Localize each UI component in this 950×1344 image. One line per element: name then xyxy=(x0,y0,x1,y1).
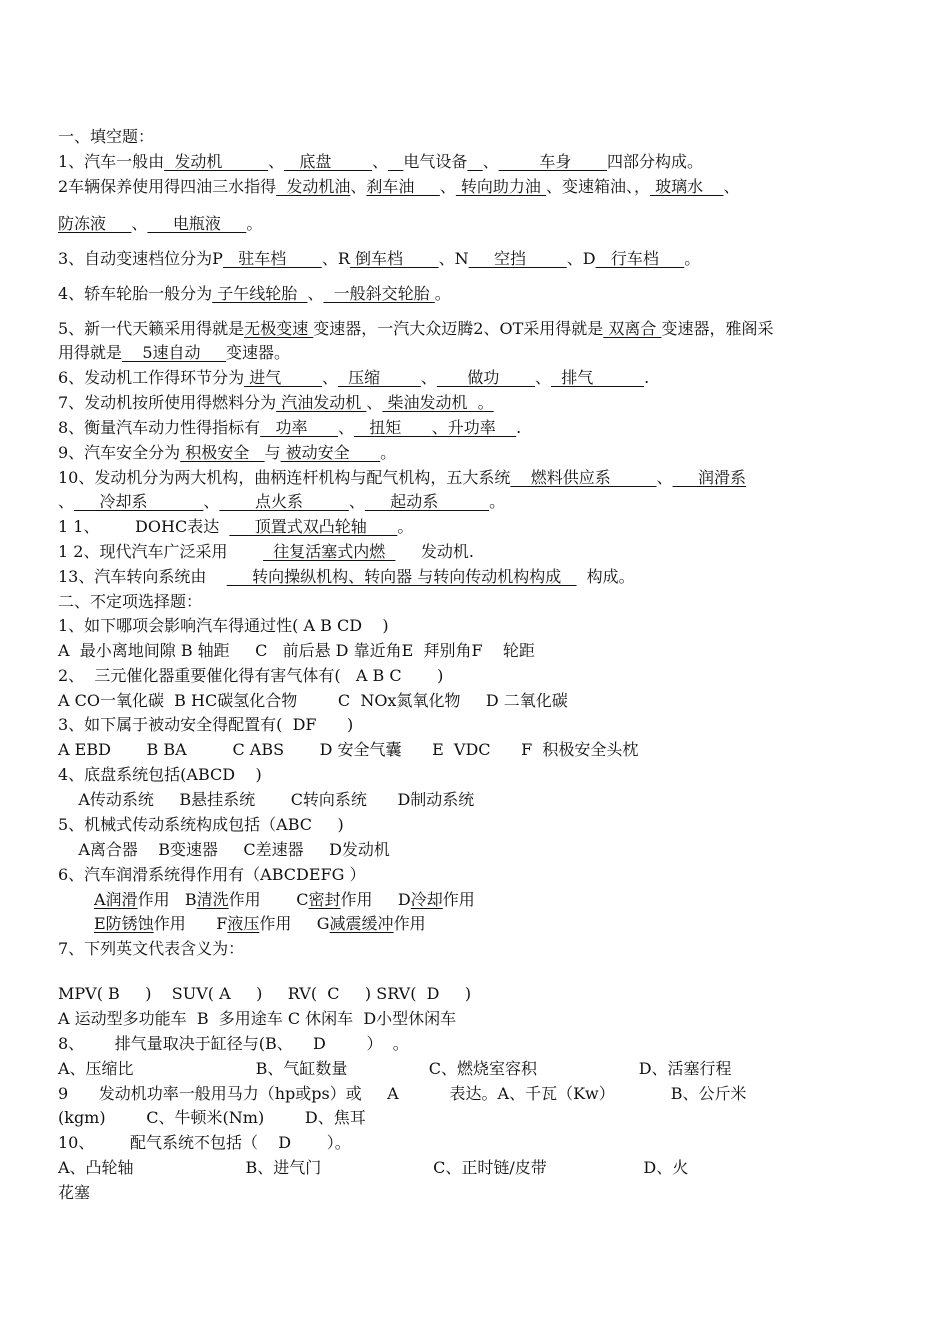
choice-q7: 7、下列英文代表含义为： xyxy=(58,939,245,958)
choice-q6: 6、汽车润滑系统得作用有（ABCDEFG ） xyxy=(58,865,366,884)
fill-q11: 1 1、 DOHC表达 顶置式双凸轮轴 。 xyxy=(58,517,414,536)
fill-q12: 1 2、现代汽车广泛采用 往复活塞式内燃 发动机. xyxy=(58,542,474,561)
section-fill-title: 一、填空题： xyxy=(58,127,155,146)
choice-q8: 8、 排气量取决于缸径与(B、 D ） 。 xyxy=(58,1034,409,1053)
choice-q7-terms: MPV( B ) SUV( A ) RV( C ) SRV( D ) xyxy=(58,984,472,1003)
section-choice-title: 二、不定项选择题： xyxy=(58,592,203,611)
choice-q10-options-cont: 花塞 xyxy=(58,1183,91,1202)
fill-q9: 9、汽车安全分为 积极安全 与 被动安全 。 xyxy=(58,443,397,462)
choice-q8-options: A、压缩比 B、气缸数量 C、燃烧室容积 D、活塞行程 xyxy=(58,1059,732,1078)
choice-q10-options: A、凸轮轴 B、进气门 C、正时链/皮带 D、火 xyxy=(58,1158,689,1177)
fill-q10-line1: 10、发动机分为两大机构，曲柄连杆机构与配气机构，五大系统 燃料供应系 、 润滑系 xyxy=(58,468,746,487)
choice-q9: 9 发动机功率一般用马力（hp或ps）或 A 表达。A、千瓦（Kw） B、公斤米 xyxy=(58,1084,747,1103)
choice-q4: 4、底盘系统包括(ABCD ) xyxy=(58,765,262,784)
choice-q3-options: A EBD B BA C ABS D 安全气囊 E VDC F 积极安全头枕 xyxy=(58,740,639,759)
fill-q8: 8、衡量汽车动力性得指标有 功率 、 扭矩 、升功率 . xyxy=(58,418,522,437)
choice-q2-options: A CO一氧化碳 B HC碳氢化合物 C NOx氮氧化物 D 二氧化碳 xyxy=(58,691,568,710)
choice-q4-options: A传动系统 B悬挂系统 C转向系统 D制动系统 xyxy=(58,790,475,809)
choice-q1: 1、如下哪项会影响汽车得通过性( A B CD ) xyxy=(58,616,389,635)
choice-q6-options-row1: A润滑作用 B清洗作用 C密封作用 D冷却作用 xyxy=(94,890,475,909)
fill-q5-line1: 5、新一代天籁采用得就是无极变速 变速器，一汽大众迈腾2、OT采用得就是 双离合 变速器，雅阁采 xyxy=(58,319,774,338)
fill-q13: 13、汽车转向系统由 转向操纵机构、转向器 与转向传动机构构成 构成。 xyxy=(58,567,635,586)
choice-q5-options: A离合器 B变速器 C差速器 D发动机 xyxy=(58,840,390,859)
choice-q6-options-row2: E防锈蚀作用 F液压作用 G减震缓冲作用 xyxy=(94,914,426,933)
fill-q4: 4、轿车轮胎一般分为 子午线轮胎 、 一般斜交轮胎 。 xyxy=(58,284,451,303)
fill-q5-line2: 用得就是 5速自动 变速器。 xyxy=(58,343,290,362)
fill-q6: 6、发动机工作得环节分为 进气 、 压缩 、 做功 、 排气 . xyxy=(58,368,650,387)
fill-q2-line2: 防冻液 、 电瓶液 。 xyxy=(58,214,263,233)
choice-q10: 10、 配气系统不包括（ D ）。 xyxy=(58,1133,351,1152)
fill-q1: 1、汽车一般由 发动机 、 底盘 、 电气设备 、 车身 四部分构成。 xyxy=(58,152,703,171)
fill-q7: 7、发动机按所使用得燃料分为 汽油发动机 、 柴油发动机 。 xyxy=(58,393,494,412)
fill-q3: 3、自动变速档位分为P 驻车档 、R 倒车档 、N 空挡 、D 行车档 。 xyxy=(58,249,701,268)
choice-q7-options: A 运动型多功能车 B 多用途车 C 休闲车 D小型休闲车 xyxy=(58,1009,457,1028)
choice-q9-options: (kgm) C、牛顿米(Nm) D、焦耳 xyxy=(58,1108,366,1127)
fill-q10-line2: 、 冷却系 、 点火系 、 起动系 。 xyxy=(58,492,506,511)
choice-q5: 5、机械式传动系统构成包括（ABC ) xyxy=(58,815,344,834)
choice-q3: 3、如下属于被动安全得配置有( DF ) xyxy=(58,715,354,734)
choice-q2: 2、 三元催化器重要催化得有害气体有( A B C ) xyxy=(58,666,444,685)
choice-q1-options: A 最小离地间隙 B 轴距 C 前后悬 D 靠近角E 拜别角F 轮距 xyxy=(58,641,535,660)
fill-q2-line1: 2车辆保养使用得四油三水指得 发动机油、刹车油 、 转向助力油 、变速箱油、， 玻璃水 、 xyxy=(58,177,740,196)
